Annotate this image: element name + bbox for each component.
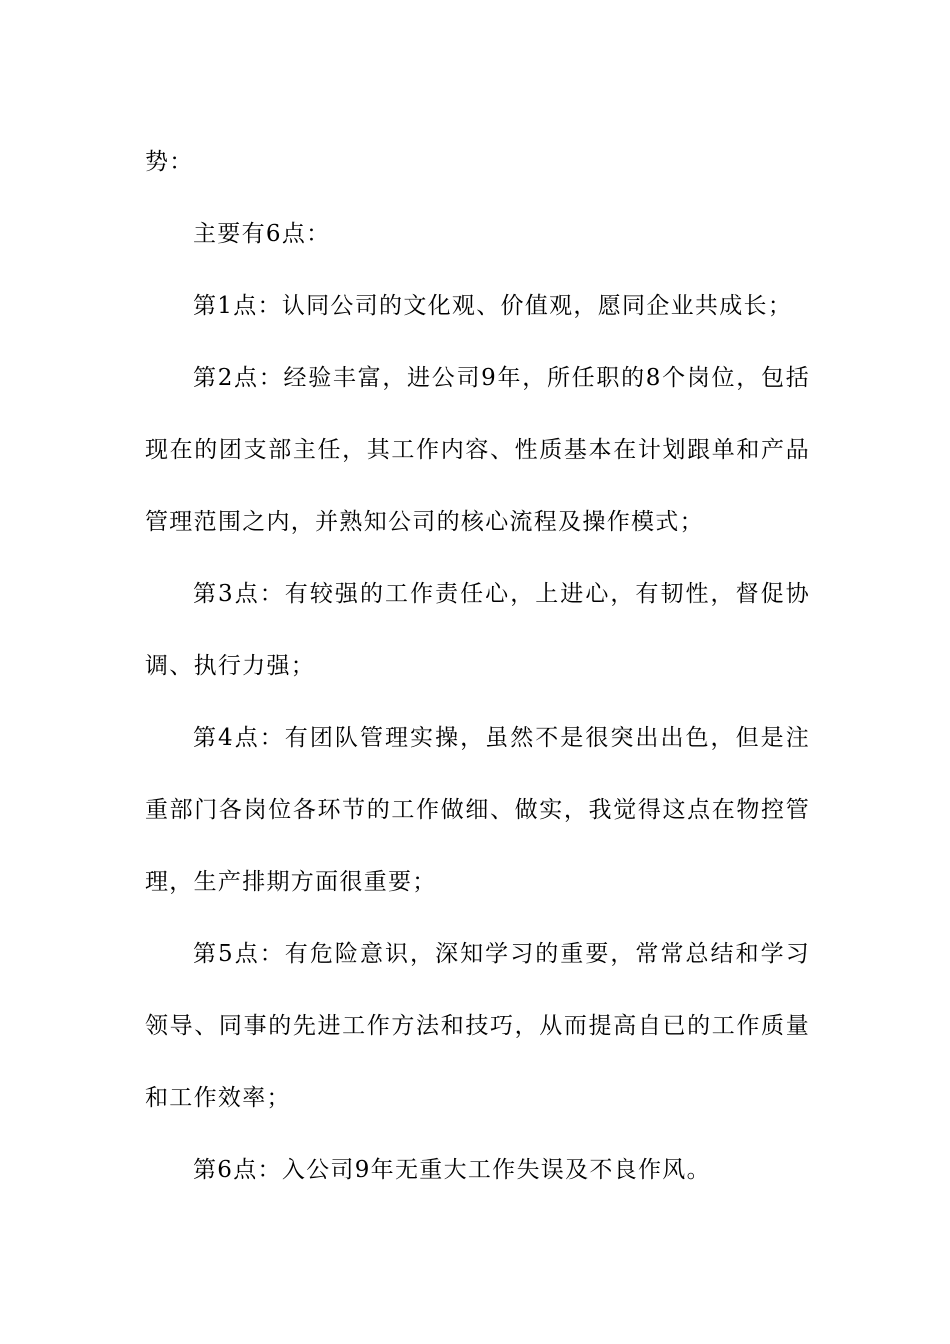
paragraph-summary: 主要有6点： — [193, 221, 331, 247]
paragraph-point-4: 第4点：有团队管理实操，虽然不是很突出出色，但是注重部门各岗位各环节的工作做细、做实，我觉得这点在物控管理，生产排期方面很重要； — [145, 725, 810, 895]
paragraph-point-3: 第3点：有较强的工作责任心，上进心，有韧性，督促协调、执行力强； — [145, 581, 810, 679]
document-body — [145, 126, 810, 1206]
paragraph-point-5: 第5点：有危险意识，深知学习的重要，常常总结和学习领导、同事的先进工作方法和技巧，从而提高自已的工作质量和工作效率； — [145, 941, 810, 1111]
paragraph-point-6: 第6点：入公司9年无重大工作失误及不良作风。 — [193, 1157, 711, 1183]
paragraph-point-1: 第1点：认同公司的文化观、价值观，愿同企业共成长； — [193, 293, 793, 319]
paragraph-point-2: 第2点：经验丰富，进公司9年，所任职的8个岗位，包括现在的团支部主任，其工作内容、性质基本在计划跟单和产品管理范围之内，并熟知公司的核心流程及操作模式； — [145, 365, 810, 535]
paragraph-continuation: 势： — [145, 149, 194, 175]
